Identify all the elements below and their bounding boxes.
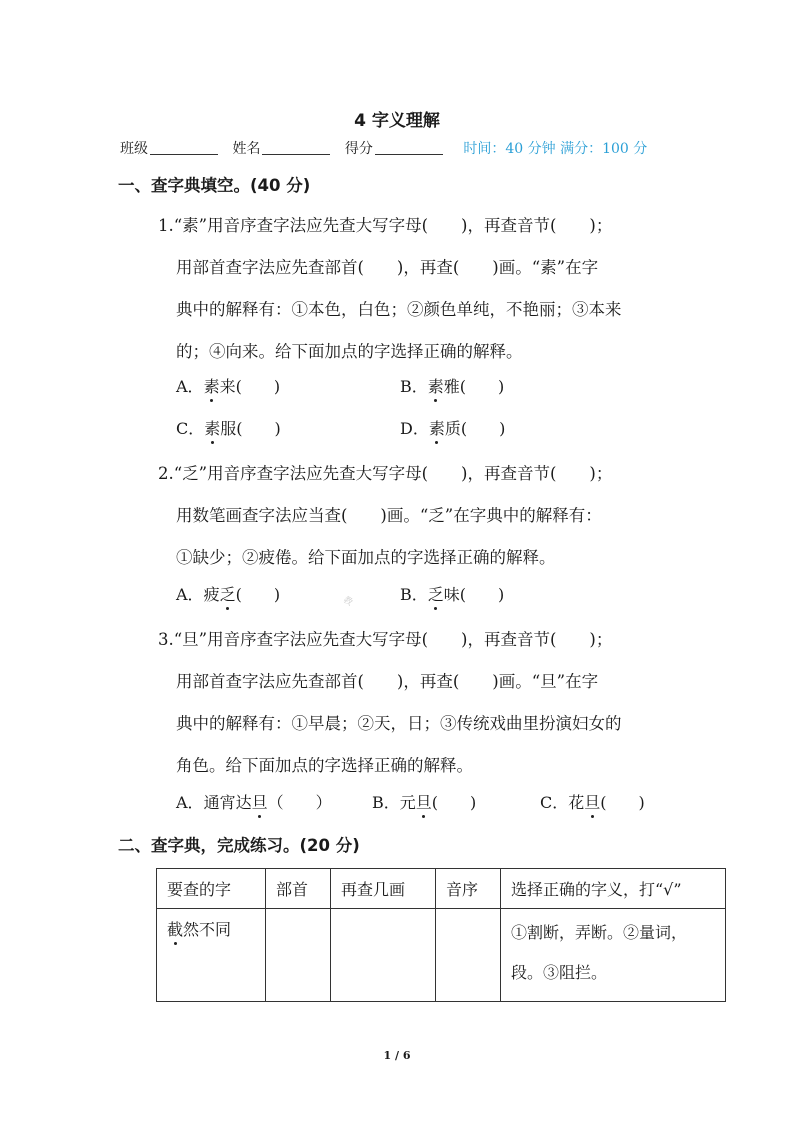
radical-answer-cell[interactable] <box>266 909 331 1002</box>
q3-line-2: 用部首查字法应先查部首( )，再查( )画。“旦”在字 <box>176 672 599 691</box>
header-cell: 再查几画 <box>331 869 436 909</box>
dotted-char: 素 <box>429 416 445 439</box>
q1-line-4: 的；④向来。给下面加点的字选择正确的解释。 <box>176 342 523 361</box>
option-text: 质( ) <box>444 419 506 438</box>
q3-option-c <box>540 790 645 813</box>
time-score-info: 时间：40 分钟 满分：100 分 <box>463 141 648 157</box>
word-rest: 然不同 <box>183 920 232 939</box>
meaning-line-2: 段。③阻拦。 <box>511 963 608 982</box>
q2-option-b <box>400 582 504 605</box>
dotted-char: 素 <box>428 374 444 397</box>
score-label: 得分 <box>344 141 373 157</box>
option-text: ( ) <box>600 793 645 812</box>
dotted-char: 旦 <box>584 790 600 813</box>
option-prefix: 花 <box>568 793 585 812</box>
section-1-heading: 一、查字典填空。(40 分) <box>118 176 311 195</box>
option-text: 服( ) <box>220 419 281 438</box>
q1-option-a <box>176 374 280 397</box>
page-title: 4 字义理解 <box>354 111 440 131</box>
q1-option-c <box>176 416 281 439</box>
q1-line-3: 典中的解释有：①本色，白色；②颜色单纯，不艳丽；③本来 <box>176 300 622 319</box>
option-text: 味( ) <box>443 585 505 604</box>
option-text: 来( ) <box>219 377 281 396</box>
option-label: B． <box>400 377 428 396</box>
option-label: C． <box>176 419 205 438</box>
dotted-char: 素 <box>204 374 220 397</box>
word-cell <box>157 909 266 1002</box>
option-prefix: 通宵达 <box>203 793 252 812</box>
name-blank[interactable] <box>262 140 330 155</box>
q1-line-1: 1.“素”用音序查字法应先查大写字母( )，再查音节( )； <box>158 216 613 235</box>
meaning-cell[interactable] <box>501 909 726 1002</box>
header-cell: 要查的字 <box>157 869 266 909</box>
section-2-heading: 二、查字典，完成练习。(20 分) <box>118 836 360 855</box>
q1-line-2: 用部首查字法应先查部首( )，再查( )画。“素”在字 <box>176 258 599 277</box>
header-cell: 部首 <box>266 869 331 909</box>
header-cell: 音序 <box>436 869 501 909</box>
dotted-char: 乏 <box>220 582 236 605</box>
option-label: A． <box>176 377 204 396</box>
option-text: ( ) <box>431 793 477 812</box>
score-blank[interactable] <box>375 140 443 155</box>
table-header-row <box>157 869 726 909</box>
dictionary-table <box>156 868 726 1002</box>
option-label: B． <box>400 585 428 604</box>
dotted-char: 素 <box>204 416 220 439</box>
q3-line-3: 典中的解释有：①早晨；②天，日；③传统戏曲里扮演妇女的 <box>176 714 622 733</box>
option-label: A． <box>176 585 204 604</box>
dotted-char: 乏 <box>428 582 444 605</box>
index-answer-cell[interactable] <box>436 909 501 1002</box>
dotted-char: 旦 <box>416 790 432 813</box>
q3-option-b <box>372 790 476 813</box>
option-text: （ ） <box>267 793 332 812</box>
option-text: ( ) <box>235 585 281 604</box>
strokes-answer-cell[interactable] <box>331 909 436 1002</box>
q3-option-a <box>176 790 332 813</box>
q2-line-3: ①缺少；②疲倦。给下面加点的字选择正确的解释。 <box>176 548 556 567</box>
watermark: 教 <box>341 595 355 609</box>
option-text: 雅( ) <box>443 377 505 396</box>
dotted-char: 截 <box>167 917 183 940</box>
class-label: 班级 <box>120 141 148 157</box>
q2-line-2: 用数笔画查字法应当查( )画。“乏”在字典中的解释有： <box>176 506 602 525</box>
option-prefix: 元 <box>399 793 416 812</box>
option-label: D． <box>400 419 429 438</box>
student-info-row <box>120 138 647 158</box>
option-label: C． <box>540 793 569 812</box>
option-label: B． <box>372 793 400 812</box>
q1-option-d <box>400 416 505 439</box>
q3-line-4: 角色。给下面加点的字选择正确的解释。 <box>176 756 473 775</box>
class-blank[interactable] <box>150 140 218 155</box>
q2-line-1: 2.“乏”用音序查字法应先查大写字母( )，再查音节( )； <box>158 464 613 483</box>
q2-option-a <box>176 582 280 605</box>
q1-option-b <box>400 374 504 397</box>
name-label: 姓名 <box>232 141 261 157</box>
dotted-char: 旦 <box>252 790 268 813</box>
option-prefix: 疲 <box>203 585 220 604</box>
header-cell: 选择正确的字义，打“√” <box>501 869 726 909</box>
q3-line-1: 3.“旦”用音序查字法应先查大写字母( )，再查音节( )； <box>158 630 613 649</box>
page-number: 1 / 6 <box>383 1049 411 1062</box>
meaning-line-1: ①割断，弄断。②量词， <box>511 923 688 942</box>
option-label: A． <box>176 793 204 812</box>
table-row <box>157 909 726 1002</box>
